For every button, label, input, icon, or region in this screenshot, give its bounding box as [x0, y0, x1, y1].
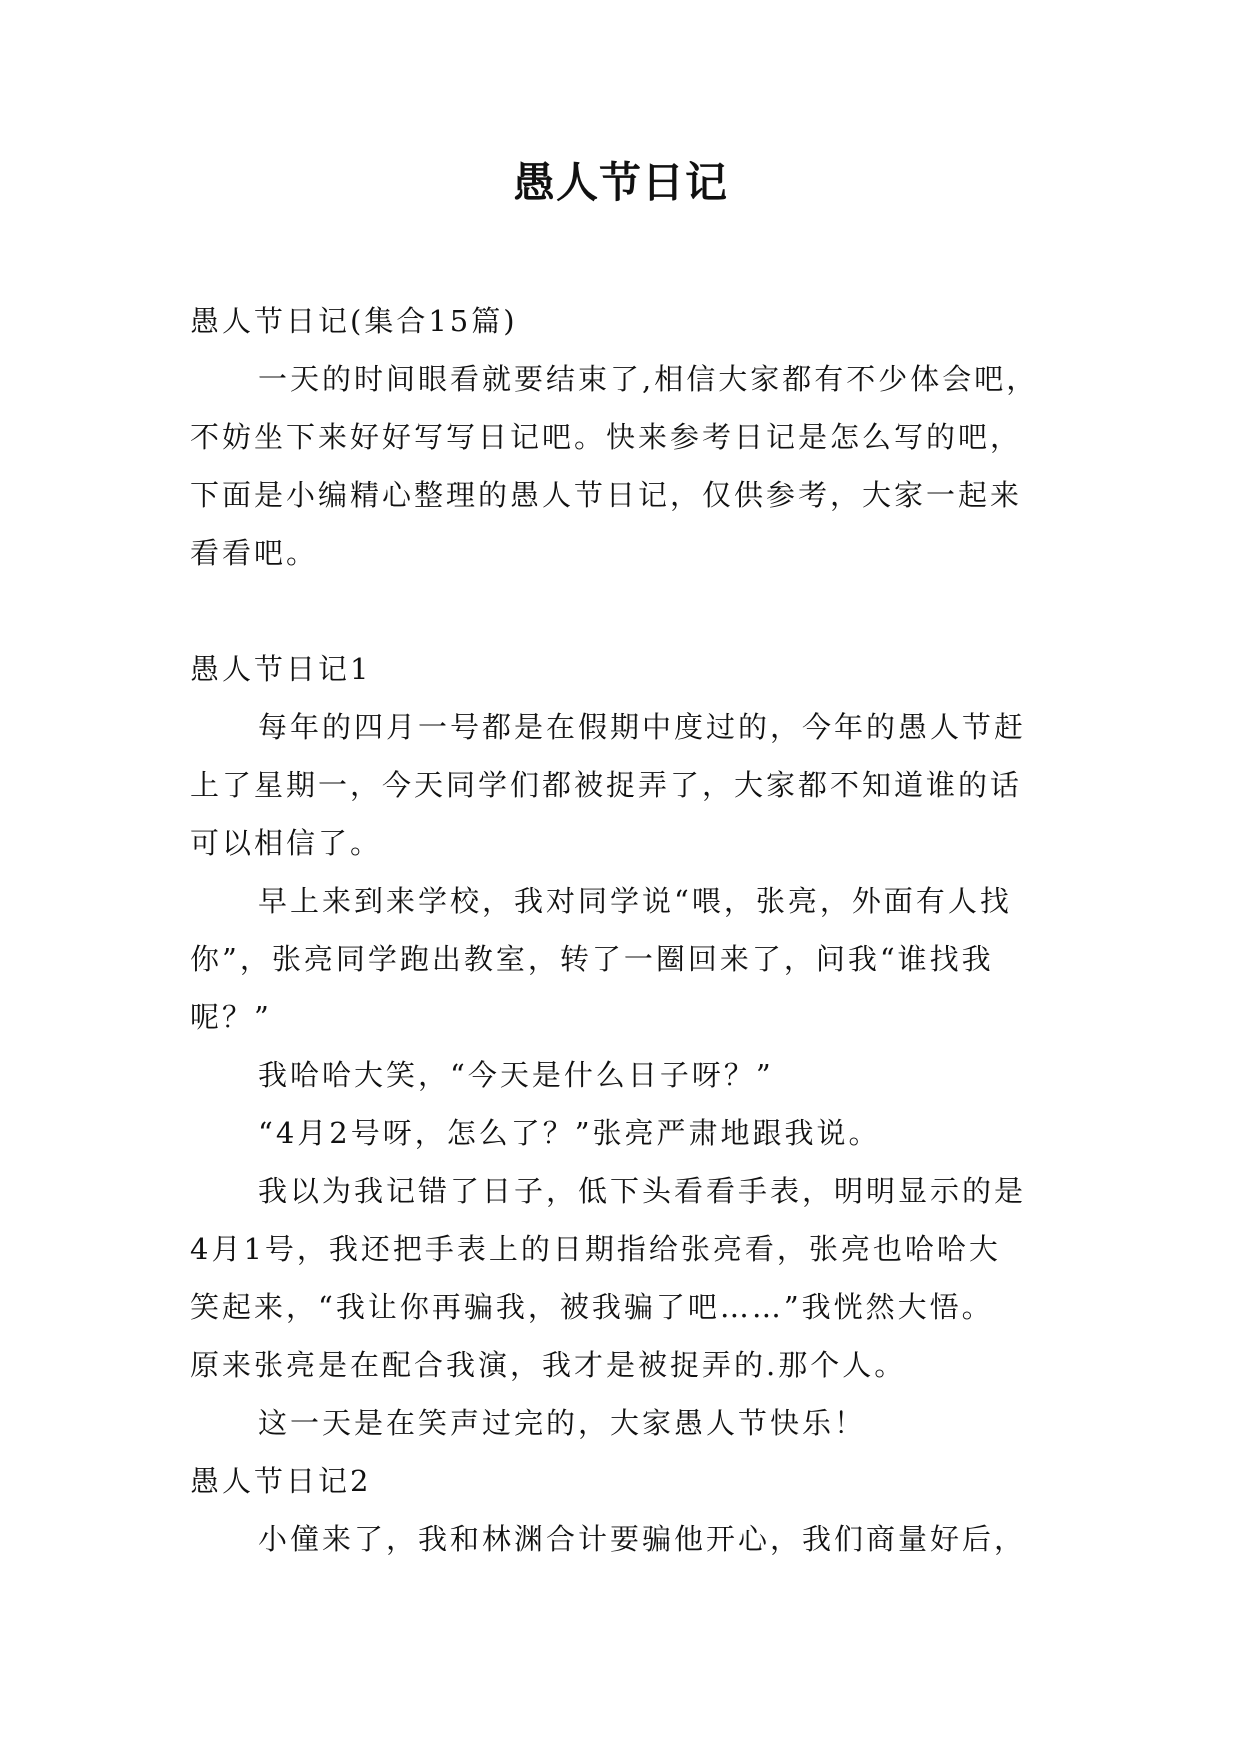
diary1-paragraph-line: 4月1号，我还把手表上的日期指给张亮看，张亮也哈哈大	[190, 1232, 1001, 1266]
diary1-paragraph-line: 呢？”	[190, 1000, 272, 1034]
document-title: 愚人节日记	[512, 158, 728, 207]
document-body	[190, 292, 1065, 1568]
diary1-heading: 愚人节日记1	[190, 652, 372, 686]
diary1-paragraph-line: “4月2号呀，怎么了？”张亮严肃地跟我说。	[258, 1116, 881, 1150]
diary1-paragraph-line: 原来张亮是在配合我演，我才是被捉弄的.那个人。	[190, 1348, 907, 1382]
intro-line: 一天的时间眼看就要结束了,相信大家都有不少体会吧，	[258, 362, 1039, 396]
subtitle: 愚人节日记(集合15篇)	[190, 304, 518, 338]
diary1-paragraph-line: 笑起来，“我让你再骗我，被我骗了吧……”我恍然大悟。	[190, 1290, 994, 1324]
diary1-paragraph-line: 我以为我记错了日子，低下头看看手表，明明显示的是	[258, 1174, 1027, 1208]
diary2-paragraph-line: 小僮来了，我和林渊合计要骗他开心，我们商量好后，	[258, 1522, 1027, 1556]
diary1-paragraph-line: 我哈哈大笑，“今天是什么日子呀？”	[258, 1058, 774, 1092]
intro-line: 看看吧。	[190, 536, 319, 570]
diary1-paragraph-line: 早上来到来学校，我对同学说“喂，张亮，外面有人找	[258, 884, 1012, 918]
diary2-heading: 愚人节日记2	[190, 1464, 372, 1498]
diary1-paragraph-line: 每年的四月一号都是在假期中度过的，今年的愚人节赶	[258, 710, 1027, 744]
diary1-paragraph-line: 你”，张亮同学跑出教室，转了一圈回来了，问我“谁找我	[190, 942, 994, 976]
intro-line: 下面是小编精心整理的愚人节日记，仅供参考，大家一起来	[190, 478, 1023, 512]
intro-line: 不妨坐下来好好写写日记吧。快来参考日记是怎么写的吧，	[190, 420, 1023, 454]
diary1-paragraph-line: 可以相信了。	[190, 826, 383, 860]
diary1-paragraph-line: 上了星期一，今天同学们都被捉弄了，大家都不知道谁的话	[190, 768, 1023, 802]
diary1-paragraph-line: 这一天是在笑声过完的，大家愚人节快乐！	[258, 1406, 867, 1440]
section-spacer	[190, 582, 1065, 640]
